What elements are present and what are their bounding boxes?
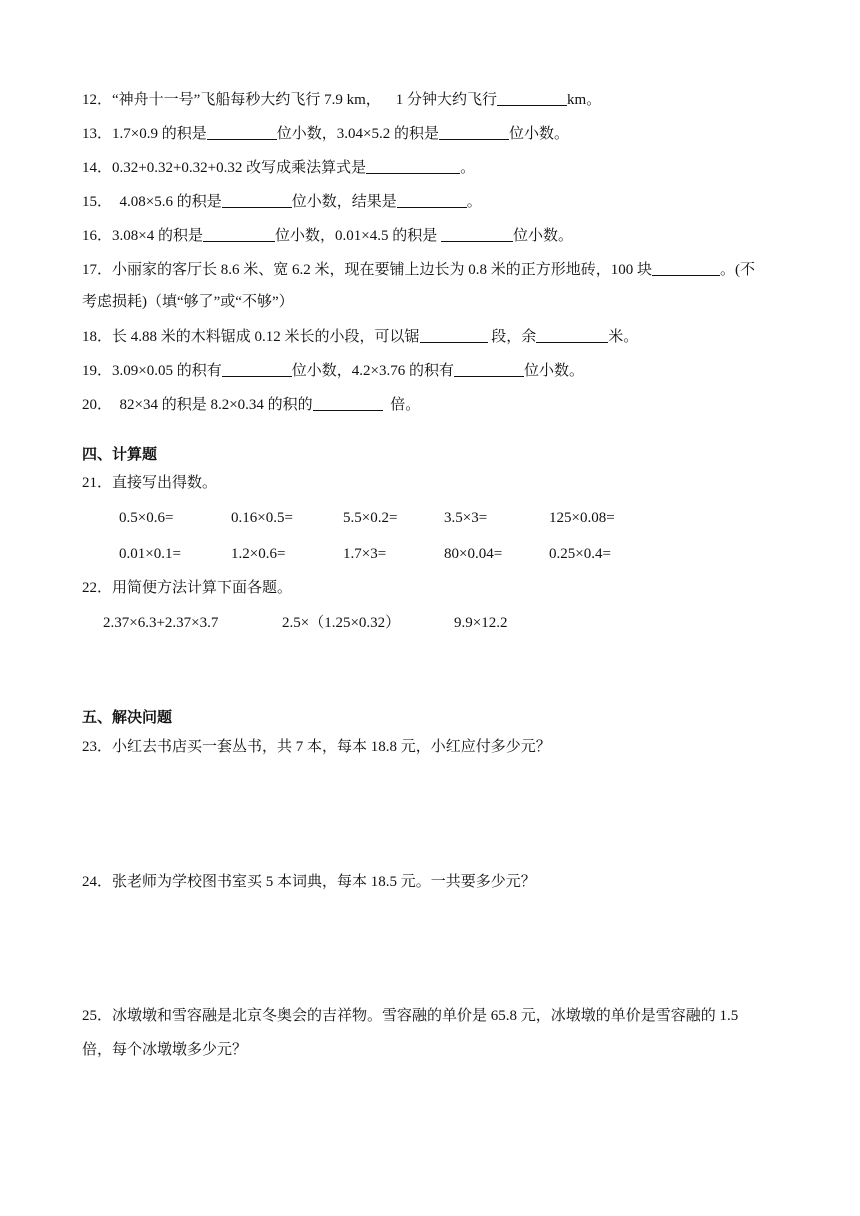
answer-blank[interactable] [222,191,292,208]
answer-blank[interactable] [207,123,277,140]
question-text: 段，余 [491,329,537,345]
question-14 [82,157,475,178]
calc-item: 0.25×0.4= [549,546,611,562]
question-13 [82,123,569,144]
question-25-continued [82,1040,247,1060]
question-text: 张老师为学校图书室买 5 本词典，每本 18.5 元。一共要多少元？ [112,874,536,890]
question-text: 米。 [608,329,639,345]
simplify-item: 2.5×（1.25×0.32） [282,615,401,631]
answer-blank[interactable] [420,326,488,343]
question-number: 14． [82,160,113,176]
question-25 [82,1006,738,1026]
question-text: 4.08×5.6 的积是 [119,194,222,210]
answer-blank[interactable] [497,89,567,106]
question-text: 位小数，3.04×5.2 的积是 [276,126,439,142]
answer-blank[interactable] [397,191,467,208]
question-text: 位小数。 [508,126,569,142]
question-text: 位小数，0.01×4.5 的积是 [274,228,438,244]
question-15 [82,191,482,212]
question-text: 。 [460,160,476,176]
question-text: 位小数，4.2×3.76 的积有 [291,363,454,379]
question-number: 25． [82,1008,113,1024]
question-text: 小红去书店买一套丛书，共 7 本，每本 18.8 元，小红应付多少元？ [112,739,551,755]
question-text: 。(不 [720,262,756,278]
calc-item: 5.5×0.2= [343,510,398,526]
question-text: 考虑损耗)（填“够了”或“不够”） [82,294,294,310]
question-18 [82,326,638,347]
answer-blank[interactable] [439,123,509,140]
question-21 [82,473,217,493]
question-number: 13． [82,126,113,142]
question-text: 位小数。 [512,228,573,244]
calc-item: 3.5×3= [444,510,488,526]
question-22 [82,578,292,598]
question-text: 长 4.88 米的木料锯成 0.12 米长的小段，可以锯 [112,329,420,345]
question-text: 冰墩墩和雪容融是北京冬奥会的吉祥物。雪容融的单价是 65.8 元，冰墩墩的单价是雪容融的 1.5 [112,1008,739,1024]
simplify-item: 2.37×6.3+2.37×3.7 [103,615,219,631]
question-17 [82,259,755,280]
section-heading-calculation: 四、计算题 [82,445,158,463]
calc-item: 0.01×0.1= [119,546,181,562]
question-text: 直接写出得数。 [112,475,218,491]
question-12 [82,89,601,110]
question-17-continued [82,292,294,312]
calc-item: 80×0.04= [444,546,503,562]
answer-blank[interactable] [313,394,383,411]
question-number: 24． [82,874,113,890]
question-text: 位小数，结果是 [291,194,397,210]
answer-blank[interactable] [366,157,460,174]
question-text: 用简便方法计算下面各题。 [112,580,293,596]
question-number: 15． [82,194,113,210]
calc-item: 1.2×0.6= [231,546,286,562]
question-text: “神舟十一号”飞船每秒大约飞行 7.9 km， [112,92,381,108]
question-number: 21． [82,475,113,491]
question-number: 16． [82,228,113,244]
question-number: 19． [82,363,113,379]
calc-item: 1.7×3= [343,546,387,562]
question-number: 17． [82,262,113,278]
question-number: 12． [82,92,113,108]
question-20 [82,394,420,415]
calc-item: 0.16×0.5= [231,510,293,526]
question-text: 3.09×0.05 的积有 [112,363,222,379]
question-text: 位小数。 [523,363,584,379]
calc-item: 125×0.08= [549,510,615,526]
answer-blank[interactable] [203,225,275,242]
question-text: 倍，每个冰墩墩多少元？ [82,1042,248,1058]
answer-blank[interactable] [536,326,608,343]
question-number: 23． [82,739,113,755]
answer-blank[interactable] [454,360,524,377]
answer-blank[interactable] [652,259,720,276]
simplify-item: 9.9×12.2 [454,615,508,631]
question-text: 3.08×4 的积是 [112,228,203,244]
question-19 [82,360,584,381]
answer-blank[interactable] [441,225,513,242]
question-text: 小丽家的客厅长 8.6 米、宽 6.2 米，现在要铺上边长为 0.8 米的正方形地砖，100 块 [112,262,653,278]
question-text: 82×34 的积是 8.2×0.34 的积的 [119,397,313,413]
question-number: 22． [82,580,113,596]
question-text: 0.32+0.32+0.32+0.32 改写成乘法算式是 [112,160,367,176]
question-23 [82,737,551,757]
question-text: 。 [466,194,482,210]
calc-item: 0.5×0.6= [119,510,174,526]
question-number: 20． [82,397,113,413]
question-text: 1.7×0.9 的积是 [112,126,207,142]
question-16 [82,225,573,246]
question-text: km。 [567,92,602,108]
question-text: 倍。 [390,397,421,413]
question-24 [82,872,536,892]
section-heading-problems: 五、解决问题 [82,708,173,726]
answer-blank[interactable] [222,360,292,377]
question-text: 1 分钟大约飞行 [395,92,498,108]
question-number: 18． [82,329,113,345]
